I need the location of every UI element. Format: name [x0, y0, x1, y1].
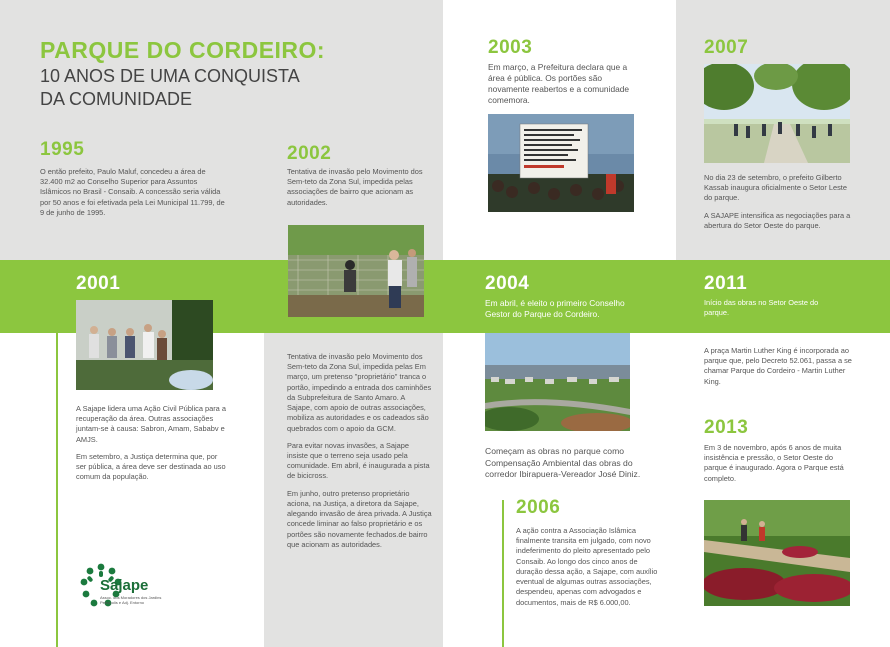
year-2013: 2013	[704, 417, 749, 438]
photo-2013-garden	[704, 500, 850, 606]
photo-2007-park	[704, 64, 850, 163]
text-2007-p2: A SAJAPE intensifica as negociações para a abertura do Setor Oeste do parque.	[704, 210, 851, 230]
page-title: PARQUE DO CORDEIRO:	[40, 37, 326, 63]
year-2007: 2007	[704, 37, 749, 58]
year-2011: 2011	[704, 273, 748, 294]
text-2001-p1: A Sajape lidera uma Ação Civil Pública para a recuperação da área. Outras associações juntam-se à causa: Sabron, Amam, Sababv e AMJS.	[76, 404, 226, 444]
logo-name: Sajape	[100, 577, 149, 594]
sajape-logo	[78, 561, 188, 613]
logo-subtitle: Assoc. dos Moradores dos Jardins Petrópolis e Adj. Entorno	[100, 595, 162, 605]
text-2013: Em 3 de novembro, após 6 anos de muita insistência e pressão, o Setor Oeste do parque é inaugurado. Agora o Parque está completo.	[704, 443, 844, 483]
text-2003: Em março, a Prefeitura declara que a área é pública. Os portões são novamente reabertos e a comunidade comemora.	[488, 62, 630, 105]
photo-2001-ceremony	[76, 300, 213, 390]
text-2001-p2: Em setembro, a Justiça determina que, por ser pública, a área deve ser destinada ao uso comum da população.	[76, 451, 226, 482]
year-2006: 2006	[516, 497, 561, 518]
caption-2004: Começam as obras no parque como Compensação Ambiental das obras do corredor Ibirapuera-Vereador José Diniz.	[485, 446, 641, 480]
timeline-line-2001	[56, 333, 58, 647]
text-2002-p1: Tentativa de invasão pelo Movimento dos Sem-teto da Zona Sul, impedida pelas Em março, um pretenso "proprietário" tranca o portão, impedindo a entrada dos caminhões da Subprefeitura de Santo Amaro. A Sajape, com apoio de outras associações, mobiliza as autoridades e os cadeados são quebrados com o apoio da GCM.	[287, 352, 432, 433]
photo-2004-aerial	[485, 333, 630, 431]
text-2007-p1: No dia 23 de setembro, o prefeito Gilberto Kassab inaugura oficialmente o Setor Leste do parque.	[704, 173, 847, 203]
photo-2003-sign	[488, 114, 634, 212]
text-2004: Em abril, é eleito o primeiro Conselho Gestor do Parque do Cordeiro.	[485, 298, 625, 319]
text-2002-p3: Em junho, outro pretenso proprietário aciona, na Justiça, a diretora da Sajape, alegando invasão de área privada. A Justiça concede liminar ao falso proprietário e os portões são novamente fechados.de bairro que acionam as autoridades.	[287, 488, 432, 549]
text-2001	[76, 404, 226, 483]
year-2001: 2001	[76, 273, 121, 294]
year-2003: 2003	[488, 37, 533, 58]
year-1995: 1995	[40, 139, 85, 160]
text-2011-p2: A praça Martin Luther King é incorporada ao parque que, pelo Decreto 52.061, passa a se chamar Parque do Cordeiro - Martin Luther King.	[704, 346, 852, 386]
text-2002-details	[287, 352, 432, 550]
text-2006: A ação contra a Associação Islâmica finalmente transita em julgado, com novo indeferimento do pleito apresentado pelo Consaib. Ao longo dos cinco anos de duração dessa ação, a Sajape, com auxílio eventual de algumas outras associações, despendeu, apenas com advogados e documentos, mais de R$ 6.000,00.	[516, 526, 658, 607]
year-2002: 2002	[287, 143, 332, 164]
text-2011: Início das obras no Setor Oeste do parque.	[704, 298, 819, 318]
text-1995: O então prefeito, Paulo Maluf, concedeu a área de 32.400 m2 ao Conselho Superior para Assuntos Islâmicos no Brasil - Consaib. A concessão seria válida por 50 anos e foi efetivada pela Lei Municipal 11.799, de 9 de junho de 1995.	[40, 167, 225, 217]
photo-2002-fence	[288, 225, 424, 317]
text-2002: Tentativa de invasão pelo Movimento dos Sem-teto da Zona Sul, impedida pelas associações de bairro que acionam as autoridades.	[287, 167, 423, 207]
page-subtitle-line2: DA COMUNIDADE	[40, 89, 193, 109]
page-subtitle-line1: 10 ANOS DE UMA CONQUISTA	[40, 66, 300, 86]
timeline-line-2006	[502, 500, 504, 647]
text-2007	[704, 173, 852, 231]
year-2004: 2004	[485, 273, 530, 294]
text-2002-p2: Para evitar novas invasões, a Sajape insiste que o terreno seja usado pela comunidade. Em abril, é inaugurada a pista de bicicross.	[287, 440, 430, 481]
